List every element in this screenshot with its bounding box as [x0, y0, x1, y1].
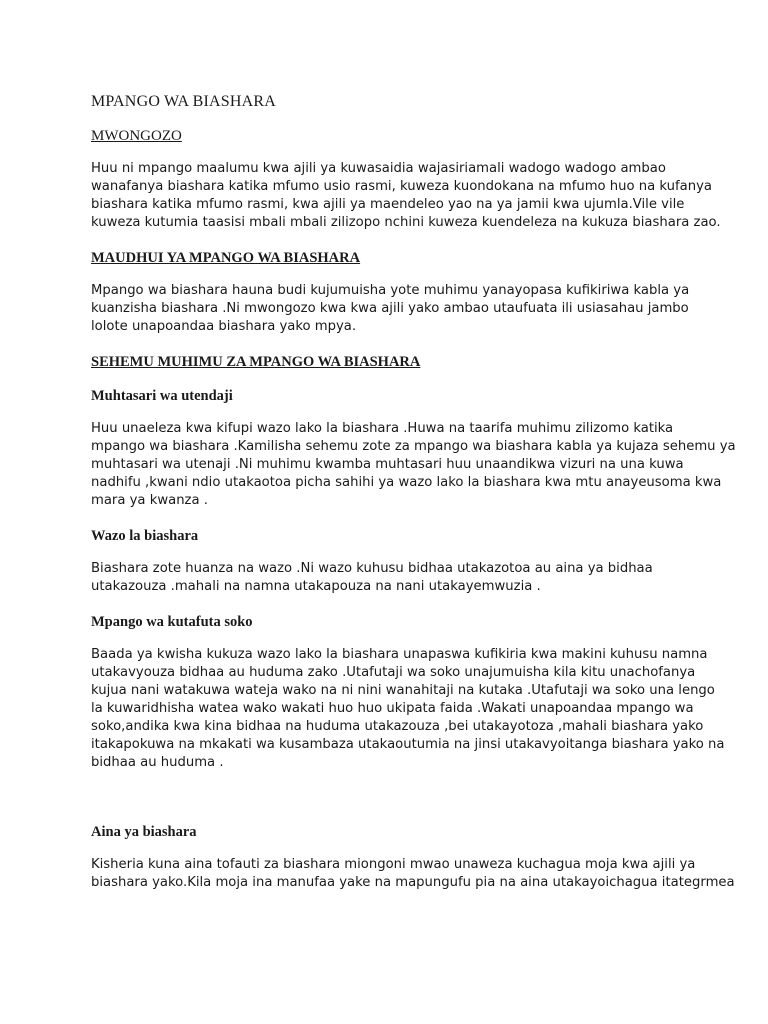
market-heading: Mpango wa kutafuta soko	[91, 614, 253, 630]
paragraph-line: utakazouza .mahali na namna utakapouza na nani utakayemwuzia .	[91, 579, 541, 594]
paragraph-line: wanafanya biashara katika mfumo usio rasmi, kuweza kuondokana na mfumo huo na kufanya	[91, 179, 712, 194]
paragraph-line: kuweza kutumia taasisi mbali mbali zilizopo nchini kuweza kuendeleza na kukuza biashara zao.	[91, 215, 721, 230]
summary-paragraph	[91, 420, 736, 510]
paragraph-line: biashara yako.Kila moja ina manufaa yake na mapungufu pia na aina utakayoichagua itategrmea	[91, 875, 735, 890]
paragraph-line: mara ya kwanza .	[91, 493, 208, 508]
paragraph-line: lolote unapoandaa biashara yako mpya.	[91, 319, 357, 334]
paragraph-line: kujua nani watakuwa wateja wako na ni nini wanahitaji na kutaka .Utafutaji wa soko una lengo	[91, 683, 715, 698]
document-title: MPANGO WA BIASHARA	[91, 93, 276, 110]
paragraph-line: Baada ya kwisha kukuza wazo lako la biashara unapaswa kufikiria kwa makini kuhusu namna	[91, 647, 708, 662]
summary-heading: Muhtasari wa utendaji	[91, 388, 233, 404]
paragraph-line: Huu ni mpango maalumu kwa ajili ya kuwasaidia wajasiriamali wadogo wadogo ambao	[91, 161, 666, 176]
content-paragraph	[91, 282, 691, 336]
paragraph-line: soko,andika kwa kina bidhaa na huduma utakazouza ,bei utakayotoza ,mahali biashara yako	[91, 719, 704, 734]
content-heading: MAUDHUI YA MPANGO WA BIASHARA	[91, 250, 361, 266]
intro-paragraph	[91, 160, 721, 232]
paragraph-line: Huu unaeleza kwa kifupi wazo lako la biashara .Huwa na taarifa muhimu zilizomo katika	[91, 421, 674, 436]
idea-paragraph	[91, 560, 691, 596]
paragraph-line: itakapokuwa na mkakati wa kusambaza utakaoutumia na jinsi utakavyoitanga biashara yako na	[91, 737, 725, 752]
paragraph-line: kuanzisha biashara .Ni mwongozo kwa kwa ajili yako ambao utaufuata ili usiasahau jambo	[91, 301, 689, 316]
type-heading: Aina ya biashara	[91, 824, 197, 840]
paragraph-line: bidhaa au huduma .	[91, 755, 224, 770]
intro-heading: MWONGOZO	[91, 128, 182, 144]
paragraph-line: Mpango wa biashara hauna budi kujumuisha yote muhimu yanayopasa kufikiriwa kabla ya	[91, 283, 690, 298]
paragraph-line: biashara katika mfumo rasmi, kwa ajili ya maendeleo yao na ya jamii kwa ujumla.Vile vile	[91, 197, 685, 212]
blank-space	[91, 788, 691, 822]
paragraph-line: mpango wa biashara .Kamilisha sehemu zote za mpango wa biashara kabla ya kujaza sehemu ya	[91, 439, 736, 454]
document-body	[91, 92, 736, 908]
type-paragraph	[91, 856, 735, 892]
paragraph-line: Biashara zote huanza na wazo .Ni wazo kuhusu bidhaa utakazotoa au aina ya bidhaa	[91, 561, 653, 576]
paragraph-line: nadhifu ,kwani ndio utakaotoa picha sahihi ya wazo lako la biashara kwa mtu anayeusoma kwa	[91, 475, 722, 490]
market-paragraph	[91, 646, 725, 772]
parts-heading: SEHEMU MUHIMU ZA MPANGO WA BIASHARA	[91, 354, 421, 370]
paragraph-line: Kisheria kuna aina tofauti za biashara miongoni mwao unaweza kuchagua moja kwa ajili ya	[91, 857, 696, 872]
paragraph-line: utakavyouza bidhaa au huduma zako .Utafutaji wa soko unajumuisha kila kitu unachofanya	[91, 665, 696, 680]
idea-heading: Wazo la biashara	[91, 528, 199, 544]
paragraph-line: la kuwaridhisha watea wako wakati huo huo ukipata faida .Wakati unapoandaa mpango wa	[91, 701, 694, 716]
paragraph-line: muhtasari wa utenaji .Ni muhimu kwamba muhtasari huu unaandikwa vizuri na una kuwa	[91, 457, 684, 472]
